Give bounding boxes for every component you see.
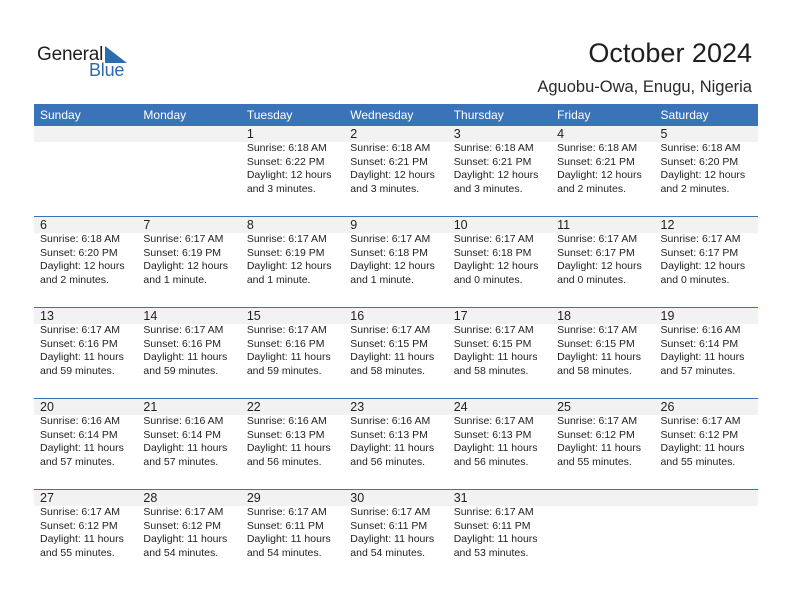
sunset-text: Sunset: 6:20 PM bbox=[40, 246, 118, 259]
day-cell bbox=[34, 308, 137, 397]
sunset-text: Sunset: 6:11 PM bbox=[453, 519, 531, 532]
sunset-text: Sunset: 6:16 PM bbox=[143, 337, 222, 350]
calendar-weeks bbox=[34, 126, 758, 580]
sunrise-text: Sunrise: 6:16 AM bbox=[246, 415, 327, 427]
daylight-minutes-text: and 3 minutes. bbox=[453, 182, 523, 195]
sunset-text: Sunset: 6:12 PM bbox=[143, 519, 222, 532]
sunrise-text: Sunrise: 6:17 AM bbox=[350, 324, 431, 336]
sunrise-text: Sunrise: 6:18 AM bbox=[557, 142, 638, 154]
daylight-text: Daylight: 12 hours bbox=[143, 260, 229, 272]
sunset-text: Sunset: 6:19 PM bbox=[246, 246, 325, 259]
day-cell bbox=[137, 308, 240, 397]
week-cells bbox=[34, 126, 758, 215]
daylight-text: Daylight: 11 hours bbox=[557, 442, 641, 454]
day-number: 10 bbox=[453, 218, 468, 232]
daylight-minutes-text: and 2 minutes. bbox=[557, 182, 626, 195]
daylight-minutes-text: and 55 minutes. bbox=[660, 455, 736, 468]
day-cell bbox=[241, 399, 344, 488]
day-cell bbox=[448, 217, 551, 306]
sunset-text: Sunset: 6:16 PM bbox=[246, 337, 325, 350]
day-cell bbox=[655, 399, 758, 488]
day-number: 2 bbox=[350, 127, 358, 141]
empty-day-cell bbox=[34, 126, 137, 215]
sunset-text: Sunset: 6:20 PM bbox=[660, 155, 739, 168]
day-cell bbox=[241, 217, 344, 306]
day-cell bbox=[137, 490, 240, 579]
sunset-text: Sunset: 6:16 PM bbox=[40, 337, 118, 350]
calendar-week-row bbox=[34, 216, 758, 307]
daylight-text: Daylight: 12 hours bbox=[557, 260, 642, 272]
day-cell bbox=[655, 308, 758, 397]
daylight-minutes-text: and 2 minutes. bbox=[40, 273, 109, 286]
daylight-text: Daylight: 12 hours bbox=[660, 260, 746, 272]
sunrise-text: Sunrise: 6:16 AM bbox=[660, 324, 741, 336]
day-number: 17 bbox=[453, 309, 468, 323]
sunrise-text: Sunrise: 6:17 AM bbox=[350, 233, 431, 245]
sunset-text: Sunset: 6:21 PM bbox=[350, 155, 428, 168]
page-title: October 2024 bbox=[588, 38, 752, 68]
weekday-saturday: Saturday bbox=[660, 108, 709, 122]
daylight-text: Daylight: 11 hours bbox=[453, 442, 538, 454]
day-cell bbox=[344, 308, 447, 397]
sunrise-text: Sunrise: 6:17 AM bbox=[557, 415, 638, 427]
sunrise-text: Sunrise: 6:17 AM bbox=[143, 506, 224, 518]
day-number: 13 bbox=[40, 309, 54, 323]
daylight-text: Daylight: 11 hours bbox=[40, 533, 124, 545]
day-number: 23 bbox=[350, 400, 365, 414]
daylight-text: Daylight: 11 hours bbox=[557, 351, 641, 363]
sunrise-text: Sunrise: 6:17 AM bbox=[350, 506, 431, 518]
weekday-wednesday: Wednesday bbox=[350, 108, 414, 122]
day-number: 18 bbox=[557, 309, 572, 323]
sunset-text: Sunset: 6:14 PM bbox=[143, 428, 222, 441]
daylight-text: Daylight: 11 hours bbox=[143, 442, 228, 454]
daylight-minutes-text: and 1 minute. bbox=[143, 273, 208, 286]
calendar-week-row bbox=[34, 489, 758, 580]
day-cell bbox=[344, 217, 447, 306]
location-subtitle: Aguobu-Owa, Enugu, Nigeria bbox=[537, 78, 752, 96]
daylight-minutes-text: and 3 minutes. bbox=[246, 182, 316, 195]
day-cell bbox=[137, 399, 240, 488]
day-cell bbox=[34, 490, 137, 579]
sunrise-text: Sunrise: 6:17 AM bbox=[143, 233, 224, 245]
sunrise-text: Sunrise: 6:16 AM bbox=[40, 415, 120, 427]
sunrise-text: Sunrise: 6:18 AM bbox=[246, 142, 327, 154]
sunset-text: Sunset: 6:13 PM bbox=[350, 428, 428, 441]
daylight-text: Daylight: 12 hours bbox=[660, 169, 746, 181]
sunrise-text: Sunrise: 6:17 AM bbox=[557, 233, 638, 245]
daylight-text: Daylight: 11 hours bbox=[246, 442, 331, 454]
sunrise-text: Sunrise: 6:16 AM bbox=[350, 415, 431, 427]
day-number: 30 bbox=[350, 491, 365, 505]
sunrise-text: Sunrise: 6:17 AM bbox=[557, 324, 638, 336]
day-cell bbox=[344, 126, 447, 215]
sunrise-text: Sunrise: 6:18 AM bbox=[660, 142, 741, 154]
day-cell bbox=[34, 399, 137, 488]
day-number: 4 bbox=[557, 127, 565, 141]
day-cell bbox=[448, 126, 551, 215]
day-number: 29 bbox=[246, 491, 261, 505]
sunrise-text: Sunrise: 6:17 AM bbox=[40, 324, 120, 336]
sunrise-text: Sunrise: 6:17 AM bbox=[246, 506, 327, 518]
week-cells bbox=[34, 399, 758, 488]
day-number: 20 bbox=[40, 400, 54, 414]
weekday-header bbox=[34, 104, 758, 126]
daylight-minutes-text: and 1 minute. bbox=[350, 273, 414, 286]
day-cell bbox=[448, 490, 551, 579]
daylight-minutes-text: and 58 minutes. bbox=[453, 364, 529, 377]
sunrise-text: Sunrise: 6:17 AM bbox=[40, 506, 120, 518]
sunset-text: Sunset: 6:18 PM bbox=[453, 246, 532, 259]
sunset-text: Sunset: 6:15 PM bbox=[557, 337, 635, 350]
sunset-text: Sunset: 6:13 PM bbox=[246, 428, 325, 441]
sunrise-text: Sunrise: 6:17 AM bbox=[246, 233, 327, 245]
sunset-text: Sunset: 6:13 PM bbox=[453, 428, 532, 441]
day-number: 16 bbox=[350, 309, 365, 323]
daylight-text: Daylight: 11 hours bbox=[350, 533, 435, 545]
day-number: 1 bbox=[246, 127, 254, 141]
sunset-text: Sunset: 6:17 PM bbox=[557, 246, 635, 259]
daylight-text: Daylight: 12 hours bbox=[557, 169, 642, 181]
daylight-minutes-text: and 58 minutes. bbox=[350, 364, 425, 377]
sunrise-text: Sunrise: 6:17 AM bbox=[453, 506, 534, 518]
daylight-text: Daylight: 11 hours bbox=[350, 442, 435, 454]
empty-day-cell bbox=[137, 126, 240, 215]
day-cell bbox=[655, 126, 758, 215]
logo-text-general: General bbox=[37, 44, 104, 65]
daylight-minutes-text: and 0 minutes. bbox=[660, 273, 730, 286]
daylight-minutes-text: and 55 minutes. bbox=[40, 546, 115, 559]
sunset-text: Sunset: 6:21 PM bbox=[453, 155, 532, 168]
day-number: 7 bbox=[143, 218, 151, 232]
sunset-text: Sunset: 6:12 PM bbox=[40, 519, 118, 532]
weekday-monday: Monday bbox=[143, 108, 187, 122]
day-number: 5 bbox=[660, 127, 668, 141]
sunset-text: Sunset: 6:15 PM bbox=[453, 337, 532, 350]
day-number: 26 bbox=[660, 400, 675, 414]
sunset-text: Sunset: 6:15 PM bbox=[350, 337, 428, 350]
daylight-text: Daylight: 12 hours bbox=[40, 260, 125, 272]
calendar-week-row bbox=[34, 398, 758, 489]
day-cell bbox=[448, 399, 551, 488]
day-number: 31 bbox=[453, 491, 468, 505]
day-cell bbox=[551, 399, 654, 488]
day-cell bbox=[137, 217, 240, 306]
weekday-tuesday: Tuesday bbox=[246, 108, 293, 122]
daylight-text: Daylight: 12 hours bbox=[246, 169, 332, 181]
sunrise-text: Sunrise: 6:17 AM bbox=[453, 415, 534, 427]
sunrise-text: Sunrise: 6:17 AM bbox=[453, 233, 534, 245]
sunrise-text: Sunrise: 6:17 AM bbox=[143, 324, 224, 336]
sunrise-text: Sunrise: 6:17 AM bbox=[246, 324, 327, 336]
brand-logo bbox=[37, 44, 137, 80]
daylight-minutes-text: and 0 minutes. bbox=[453, 273, 523, 286]
day-number: 21 bbox=[143, 400, 158, 414]
week-cells bbox=[34, 490, 758, 579]
day-cell bbox=[344, 399, 447, 488]
sunset-text: Sunset: 6:12 PM bbox=[557, 428, 635, 441]
day-number: 8 bbox=[246, 218, 254, 232]
daylight-text: Daylight: 11 hours bbox=[453, 351, 538, 363]
daylight-text: Daylight: 11 hours bbox=[40, 442, 124, 454]
day-number: 25 bbox=[557, 400, 572, 414]
day-cell bbox=[344, 490, 447, 579]
logo-text-blue: Blue bbox=[89, 60, 125, 80]
day-number: 28 bbox=[143, 491, 158, 505]
daylight-minutes-text: and 3 minutes. bbox=[350, 182, 420, 195]
daylight-text: Daylight: 12 hours bbox=[350, 169, 435, 181]
daylight-text: Daylight: 12 hours bbox=[246, 260, 332, 272]
daylight-text: Daylight: 12 hours bbox=[453, 169, 539, 181]
sunset-text: Sunset: 6:19 PM bbox=[143, 246, 222, 259]
weekday-thursday: Thursday bbox=[453, 108, 504, 122]
sunset-text: Sunset: 6:11 PM bbox=[246, 519, 324, 532]
daylight-minutes-text: and 59 minutes. bbox=[246, 364, 322, 377]
daylight-minutes-text: and 57 minutes. bbox=[40, 455, 115, 468]
sunset-text: Sunset: 6:22 PM bbox=[246, 155, 325, 168]
sunrise-text: Sunrise: 6:17 AM bbox=[453, 324, 534, 336]
day-cell bbox=[551, 217, 654, 306]
daylight-minutes-text: and 57 minutes. bbox=[143, 455, 219, 468]
day-number: 12 bbox=[660, 218, 675, 232]
calendar-week-row bbox=[34, 307, 758, 398]
daylight-text: Daylight: 11 hours bbox=[660, 442, 745, 454]
day-number: 6 bbox=[40, 218, 47, 232]
daylight-minutes-text: and 0 minutes. bbox=[557, 273, 626, 286]
daylight-text: Daylight: 11 hours bbox=[143, 351, 228, 363]
day-number: 11 bbox=[557, 218, 571, 232]
sunset-text: Sunset: 6:14 PM bbox=[660, 337, 739, 350]
daylight-minutes-text: and 59 minutes. bbox=[40, 364, 115, 377]
daylight-minutes-text: and 59 minutes. bbox=[143, 364, 219, 377]
sunset-text: Sunset: 6:11 PM bbox=[350, 519, 428, 532]
daylight-text: Daylight: 12 hours bbox=[453, 260, 539, 272]
daylight-minutes-text: and 2 minutes. bbox=[660, 182, 730, 195]
sunrise-text: Sunrise: 6:17 AM bbox=[660, 233, 741, 245]
sunset-text: Sunset: 6:21 PM bbox=[557, 155, 635, 168]
day-number: 27 bbox=[40, 491, 54, 505]
daylight-text: Daylight: 11 hours bbox=[40, 351, 124, 363]
day-number: 22 bbox=[246, 400, 261, 414]
day-cell bbox=[34, 217, 137, 306]
sunset-text: Sunset: 6:12 PM bbox=[660, 428, 739, 441]
sunset-text: Sunset: 6:17 PM bbox=[660, 246, 739, 259]
calendar-week-row bbox=[34, 126, 758, 216]
sunrise-text: Sunrise: 6:16 AM bbox=[143, 415, 224, 427]
empty-day-cell bbox=[551, 490, 654, 579]
day-cell bbox=[551, 308, 654, 397]
daylight-text: Daylight: 11 hours bbox=[143, 533, 228, 545]
day-cell bbox=[241, 126, 344, 215]
daylight-minutes-text: and 56 minutes. bbox=[453, 455, 529, 468]
calendar bbox=[34, 104, 758, 580]
sunset-text: Sunset: 6:14 PM bbox=[40, 428, 118, 441]
sunrise-text: Sunrise: 6:17 AM bbox=[660, 415, 741, 427]
day-number: 9 bbox=[350, 218, 358, 232]
daylight-text: Daylight: 11 hours bbox=[246, 351, 331, 363]
day-number: 14 bbox=[143, 309, 158, 323]
sunrise-text: Sunrise: 6:18 AM bbox=[453, 142, 534, 154]
day-number: 3 bbox=[453, 127, 461, 141]
day-cell bbox=[551, 126, 654, 215]
daylight-text: Daylight: 11 hours bbox=[660, 351, 745, 363]
day-number: 24 bbox=[453, 400, 468, 414]
daylight-minutes-text: and 54 minutes. bbox=[246, 546, 322, 559]
daylight-minutes-text: and 56 minutes. bbox=[350, 455, 425, 468]
week-cells bbox=[34, 308, 758, 397]
weekday-friday: Friday bbox=[557, 108, 591, 122]
daylight-minutes-text: and 56 minutes. bbox=[246, 455, 322, 468]
daylight-minutes-text: and 53 minutes. bbox=[453, 546, 529, 559]
daylight-text: Daylight: 11 hours bbox=[350, 351, 435, 363]
daylight-minutes-text: and 57 minutes. bbox=[660, 364, 736, 377]
day-cell bbox=[241, 490, 344, 579]
daylight-minutes-text: and 58 minutes. bbox=[557, 364, 632, 377]
empty-day-cell bbox=[655, 490, 758, 579]
day-cell bbox=[655, 217, 758, 306]
daylight-minutes-text: and 1 minute. bbox=[246, 273, 311, 286]
daylight-text: Daylight: 12 hours bbox=[350, 260, 435, 272]
daylight-text: Daylight: 11 hours bbox=[246, 533, 331, 545]
sunrise-text: Sunrise: 6:18 AM bbox=[40, 233, 120, 245]
daylight-minutes-text: and 54 minutes. bbox=[350, 546, 425, 559]
day-cell bbox=[448, 308, 551, 397]
weekday-sunday: Sunday bbox=[40, 108, 81, 122]
week-cells bbox=[34, 217, 758, 306]
sunrise-text: Sunrise: 6:18 AM bbox=[350, 142, 431, 154]
day-number: 15 bbox=[246, 309, 261, 323]
day-number: 19 bbox=[660, 309, 675, 323]
sunset-text: Sunset: 6:18 PM bbox=[350, 246, 428, 259]
daylight-text: Daylight: 11 hours bbox=[453, 533, 538, 545]
daylight-minutes-text: and 54 minutes. bbox=[143, 546, 219, 559]
day-cell bbox=[241, 308, 344, 397]
daylight-minutes-text: and 55 minutes. bbox=[557, 455, 632, 468]
